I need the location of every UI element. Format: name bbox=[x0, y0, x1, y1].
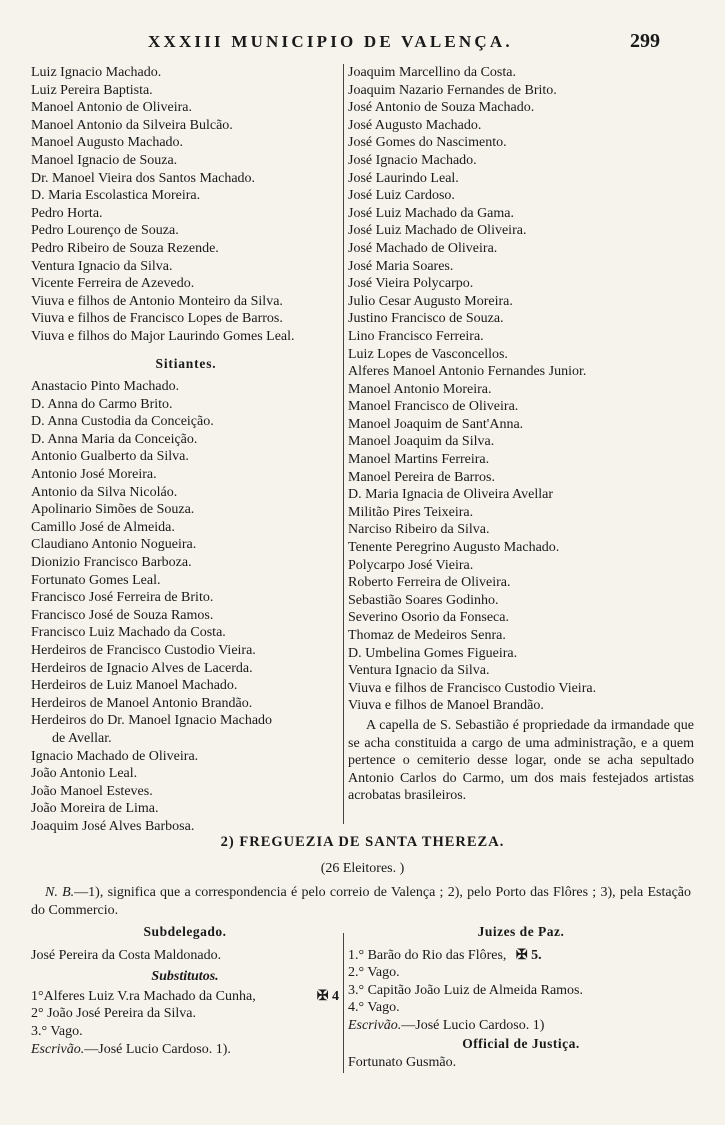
list-item: Ventura Ignacio da Silva. bbox=[348, 663, 490, 679]
list-item: José Luiz Machado da Gama. bbox=[348, 205, 514, 221]
subdelegado-heading: Subdelegado. bbox=[143, 924, 227, 939]
list-item: Antonio José Moreira. bbox=[31, 467, 157, 483]
right-column bbox=[348, 64, 694, 805]
list-item: Francisco José Ferreira de Brito. bbox=[31, 590, 214, 606]
list-item: João Antonio Leal. bbox=[31, 766, 138, 782]
list-item: Manoel Ignacio de Souza. bbox=[31, 152, 178, 168]
column-divider bbox=[343, 64, 344, 824]
list-item: 3.° Vago. bbox=[31, 1023, 83, 1039]
list-item: Manoel Antonio de Oliveira. bbox=[31, 100, 192, 116]
list-item: Camillo José de Almeida. bbox=[31, 519, 175, 535]
list-item: João Manoel Esteves. bbox=[31, 783, 153, 799]
list-item: Tenente Peregrino Augusto Machado. bbox=[348, 540, 560, 556]
list-item: Manoel Martins Ferreira. bbox=[348, 452, 490, 468]
running-title: XXXIII MUNICIPIO DE VALENÇA. bbox=[148, 32, 513, 51]
list-item: Lino Francisco Ferreira. bbox=[348, 328, 484, 344]
list-item: Viuva e filhos de Manoel Brandão. bbox=[348, 698, 544, 714]
page-header bbox=[0, 30, 725, 56]
list-item: Herdeiros de Ignacio Alves de Lacerda. bbox=[31, 660, 253, 676]
bottom-right-block bbox=[348, 923, 694, 1072]
official-heading: Official de Justiça. bbox=[462, 1035, 580, 1051]
list-item: Apolinario Simões de Souza. bbox=[31, 502, 195, 518]
list-item: José Laurindo Leal. bbox=[348, 170, 459, 186]
escrivao-line bbox=[31, 1041, 339, 1059]
list-item bbox=[348, 947, 694, 965]
substitutos-heading: Substitutos. bbox=[151, 969, 219, 985]
list-item: 3.° Capitão João Luiz de Almeida Ramos. bbox=[348, 982, 583, 998]
list-item bbox=[31, 988, 339, 1006]
list-item: Herdeiros do Dr. Manoel Ignacio Machado bbox=[31, 713, 273, 729]
list-item: Pedro Lourenço de Souza. bbox=[31, 223, 179, 239]
list-item: José Ignacio Machado. bbox=[348, 152, 477, 168]
list-item: Luiz Lopes de Vasconcellos. bbox=[348, 346, 508, 362]
list-item: Sebastião Soares Godinho. bbox=[348, 592, 499, 608]
order-cross-icon: ✠ 4 bbox=[316, 988, 339, 1004]
list-item: Manoel Joaquim da Silva. bbox=[348, 434, 495, 450]
names-list-right bbox=[348, 64, 694, 715]
list-item: Ventura Ignacio da Silva. bbox=[31, 258, 173, 274]
escrivao-label: Escrivão. bbox=[348, 1017, 402, 1033]
official-name: Fortunato Gusmão. bbox=[348, 1055, 457, 1071]
list-item: Herdeiros de Luiz Manoel Machado. bbox=[31, 678, 238, 694]
list-item: Claudiano Antonio Nogueira. bbox=[31, 537, 197, 553]
juiz-text: 1.° Barão do Rio das Flôres, bbox=[348, 947, 507, 963]
list-item: Thomaz de Medeiros Senra. bbox=[348, 628, 506, 643]
escrivao-line bbox=[348, 1017, 694, 1035]
names-list-top bbox=[31, 64, 341, 346]
list-item: 4.° Vago. bbox=[348, 1000, 400, 1016]
column-divider bbox=[343, 933, 344, 1073]
order-cross-icon: ✠ 5. bbox=[515, 947, 542, 963]
list-item: Roberto Ferreira de Oliveira. bbox=[348, 575, 511, 591]
section-title: 2) FREGUEZIA DE SANTA THEREZA. bbox=[220, 834, 505, 850]
list-item: Manoel Pereira de Barros. bbox=[348, 469, 495, 485]
list-item: José Gomes do Nascimento. bbox=[348, 135, 507, 151]
list-item: Herdeiros de Manoel Antonio Brandão. bbox=[31, 695, 253, 711]
list-item: D. Anna Custodia da Conceição. bbox=[31, 414, 214, 430]
list-item: Francisco José de Souza Ramos. bbox=[31, 607, 214, 623]
list-item: Justino Francisco de Souza. bbox=[348, 311, 504, 327]
list-item: 2° João José Pereira da Silva. bbox=[31, 1006, 197, 1022]
list-item: Vicente Ferreira de Azevedo. bbox=[31, 276, 195, 292]
list-item: Narciso Ribeiro da Silva. bbox=[348, 522, 490, 538]
list-item: Pedro Horta. bbox=[31, 205, 103, 221]
list-item: Viuva e filhos de Francisco Custodio Vieira. bbox=[348, 680, 597, 696]
list-item: José Luiz Cardoso. bbox=[348, 188, 455, 204]
list-item: Severino Osorio da Fonseca. bbox=[348, 610, 509, 626]
list-item: Manoel Antonio da Silveira Bulcão. bbox=[31, 117, 233, 133]
list-item: D. Maria Ignacia de Oliveira Avellar bbox=[348, 487, 553, 503]
list-item: Militão Pires Teixeira. bbox=[348, 504, 474, 520]
list-item: Joaquim Nazario Fernandes de Brito. bbox=[348, 82, 557, 98]
escrivao-text: —José Lucio Cardoso. 1). bbox=[84, 1041, 231, 1057]
sitiantes-heading: Sitiantes. bbox=[155, 355, 217, 371]
list-item: José Vieira Polycarpo. bbox=[348, 276, 474, 292]
list-item: Luiz Ignacio Machado. bbox=[31, 65, 162, 80]
list-item: Fortunato Gomes Leal. bbox=[31, 572, 161, 588]
list-item: João Moreira de Lima. bbox=[31, 801, 159, 817]
list-item: José Augusto Machado. bbox=[348, 117, 482, 133]
list-item: José Maria Soares. bbox=[348, 258, 454, 274]
list-item: Francisco Luiz Machado da Costa. bbox=[31, 625, 226, 641]
substituto-text: 1°Alferes Luiz V.ra Machado da Cunha, bbox=[31, 988, 256, 1004]
list-item: Manoel Augusto Machado. bbox=[31, 135, 184, 151]
list-item: Viuva e filhos de Antonio Monteiro da Silva. bbox=[31, 293, 283, 309]
list-item: Joaquim Marcellino da Costa. bbox=[348, 65, 516, 80]
list-item: Luiz Pereira Baptista. bbox=[31, 82, 153, 98]
list-item: Manoel Francisco de Oliveira. bbox=[348, 399, 519, 415]
list-item: José Machado de Oliveira. bbox=[348, 240, 498, 256]
list-item: Herdeiros de Francisco Custodio Vieira. bbox=[31, 643, 256, 658]
nb-text: —1), significa que a correspondencia é pelo correio de Valença ; 2), pelo Porto das Flôres ; 3), pela Estação do Commercio. bbox=[31, 885, 691, 918]
list-item: Manoel Antonio Moreira. bbox=[348, 381, 492, 397]
list-item: 2.° Vago. bbox=[348, 965, 400, 981]
list-item: Antonio da Silva Nicoláo. bbox=[31, 484, 178, 500]
nb-label: N. B. bbox=[45, 885, 75, 900]
list-item: José Antonio de Souza Machado. bbox=[348, 100, 535, 116]
left-column bbox=[31, 64, 341, 836]
nota-bene bbox=[31, 884, 691, 919]
page-number: 299 bbox=[630, 30, 660, 52]
sitiantes-list bbox=[31, 378, 341, 835]
electors-count: (26 Eleitores. ) bbox=[320, 861, 405, 876]
list-item: D. Maria Escolastica Moreira. bbox=[31, 188, 201, 204]
list-item: D. Anna do Carmo Brito. bbox=[31, 396, 173, 412]
list-item: Viuva e filhos de Francisco Lopes de Barros. bbox=[31, 311, 283, 327]
escrivao-label: Escrivão. bbox=[31, 1041, 85, 1057]
list-item: Dr. Manoel Vieira dos Santos Machado. bbox=[31, 170, 256, 186]
paragraph-text: A capella de S. Sebastião é propriedade da irmandade que se acha constituida a cargo de uma administração, e a quem pertence o cemiterio desse logar, onde se acha sepultado Antonio Carlos do Carmo, um dos mais festejados artistas acrobatas brasileiros. bbox=[348, 717, 694, 804]
list-item: Antonio Gualberto da Silva. bbox=[31, 449, 189, 465]
list-item: D. Anna Maria da Conceição. bbox=[31, 431, 198, 447]
list-item: Pedro Ribeiro de Souza Rezende. bbox=[31, 240, 219, 256]
list-item: Ignacio Machado de Oliveira. bbox=[31, 748, 199, 764]
capella-paragraph bbox=[348, 715, 694, 805]
list-item: D. Umbelina Gomes Figueira. bbox=[348, 645, 518, 661]
list-item: Joaquim José Alves Barbosa. bbox=[31, 818, 195, 834]
list-item: de Avellar. bbox=[31, 730, 112, 746]
list-item: Polycarpo José Vieira. bbox=[348, 557, 474, 573]
list-item: Anastacio Pinto Machado. bbox=[31, 379, 180, 395]
juizes-heading: Juizes de Paz. bbox=[477, 924, 565, 939]
subdelegado-name: José Pereira da Costa Maldonado. bbox=[31, 947, 222, 963]
list-item: José Luiz Machado de Oliveira. bbox=[348, 223, 527, 239]
list-item: Viuva e filhos do Major Laurindo Gomes Leal. bbox=[31, 328, 295, 344]
bottom-left-block bbox=[31, 923, 339, 1058]
list-item: Manoel Joaquim de Sant'Anna. bbox=[348, 416, 524, 432]
list-item: Alferes Manoel Antonio Fernandes Junior. bbox=[348, 364, 587, 380]
list-item: Dionizio Francisco Barboza. bbox=[31, 555, 192, 571]
list-item: Julio Cesar Augusto Moreira. bbox=[348, 293, 513, 309]
escrivao-text: —José Lucio Cardoso. 1) bbox=[401, 1017, 545, 1033]
